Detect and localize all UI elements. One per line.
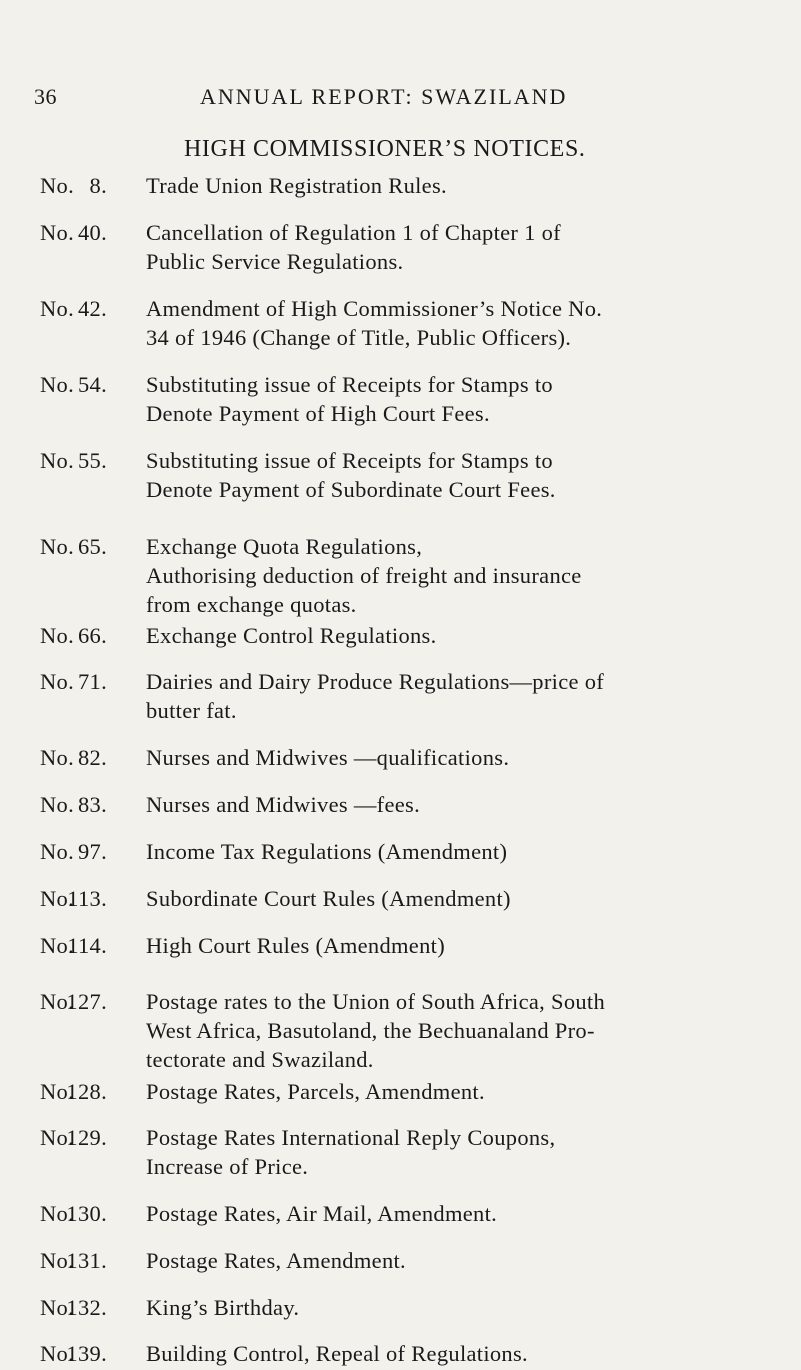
notice-prefix: No. [40,1248,75,1273]
notice-number: 71. [77,669,107,694]
notice-prefix: No. [40,296,75,321]
notice-title: High Court Rules (Amendment) [146,933,445,958]
notice-prefix: No. [40,1079,75,1104]
notice-number: 129. [66,1125,107,1150]
notice-number: 97. [77,839,107,864]
notice-title: Amendment of High Commissioner’s Notice No. 34 of 1946 (Change of Title, Public Officers). [146,296,603,350]
notice-title: Postage rates to the Union of South Africa, South West Africa, Basutoland, the Bechuanaland Pro- tectorate and Swaziland. [146,989,606,1072]
notice-number: 128. [66,1079,107,1104]
notice-title: Substituting issue of Receipts for Stamps to Denote Payment of High Court Fees. [146,372,553,426]
notice-title: Building Control, Repeal of Regulations. [146,1341,528,1366]
notice-number: 113. [67,886,107,911]
notice-prefix: No. [40,669,75,694]
notice-prefix: No. [40,792,75,817]
notice-number: 54. [77,372,107,397]
notice-prefix: No. [40,534,75,559]
section-heading: HIGH COMMISSIONER’S NOTICES. [184,136,586,162]
notice-title: Cancellation of Regulation 1 of Chapter 1 of Public Service Regulations. [146,220,561,274]
notice-number: 65. [77,534,107,559]
notice-number: 66. [77,623,107,648]
notice-prefix: No. [40,1125,75,1150]
notice-title: Postage Rates International Reply Coupons, Increase of Price. [146,1125,556,1179]
notice-number: 83. [77,792,107,817]
notice-number: 139. [66,1341,107,1366]
notice-title: Nurses and Midwives —fees. [146,792,420,817]
notice-prefix: No. [40,886,75,911]
notice-title: Nurses and Midwives —qualifications. [146,745,510,770]
notice-title: Substituting issue of Receipts for Stamps to Denote Payment of Subordinate Court Fees. [146,448,556,502]
notice-number: 127. [66,989,107,1014]
notice-title: Postage Rates, Parcels, Amendment. [146,1079,485,1104]
notice-number: 130. [66,1201,107,1226]
running-title: ANNUAL REPORT: SWAZILAND [200,84,568,109]
notice-number: 8. [89,173,107,198]
notice-prefix: No. [40,173,75,198]
notice-prefix: No. [40,839,75,864]
notice-title: Exchange Control Regulations. [146,623,437,648]
notice-prefix: No. [40,220,75,245]
running-head [34,84,761,114]
notice-number: 82. [77,745,107,770]
notice-title: Dairies and Dairy Produce Regulations—price of butter fat. [146,669,605,723]
notice-title: Trade Union Registration Rules. [146,173,447,198]
notice-prefix: No. [40,448,75,473]
notice-prefix: No. [40,933,75,958]
notice-title: Exchange Quota Regulations, Authorising deduction of freight and insurance from exchange quotas. [146,534,582,617]
page-number: 36 [34,84,57,109]
notice-title: Postage Rates, Amendment. [146,1248,406,1273]
notice-title: Subordinate Court Rules (Amendment) [146,886,511,911]
notice-prefix: No. [40,372,75,397]
notice-number: 55. [77,448,107,473]
notice-prefix: No. [40,1295,75,1320]
notice-prefix: No. [40,745,75,770]
notice-prefix: No. [40,989,75,1014]
notice-number: 114. [67,933,107,958]
notice-number: 42. [77,296,107,321]
notice-number: 40. [77,220,107,245]
notice-title: Postage Rates, Air Mail, Amendment. [146,1201,498,1226]
notice-title: King’s Birthday. [146,1295,300,1320]
notice-number: 132. [66,1295,107,1320]
notice-prefix: No. [40,1341,75,1366]
notice-prefix: No. [40,623,75,648]
notice-number: 131. [66,1248,107,1273]
notice-prefix: No. [40,1201,75,1226]
notice-title: Income Tax Regulations (Amendment) [146,839,508,864]
